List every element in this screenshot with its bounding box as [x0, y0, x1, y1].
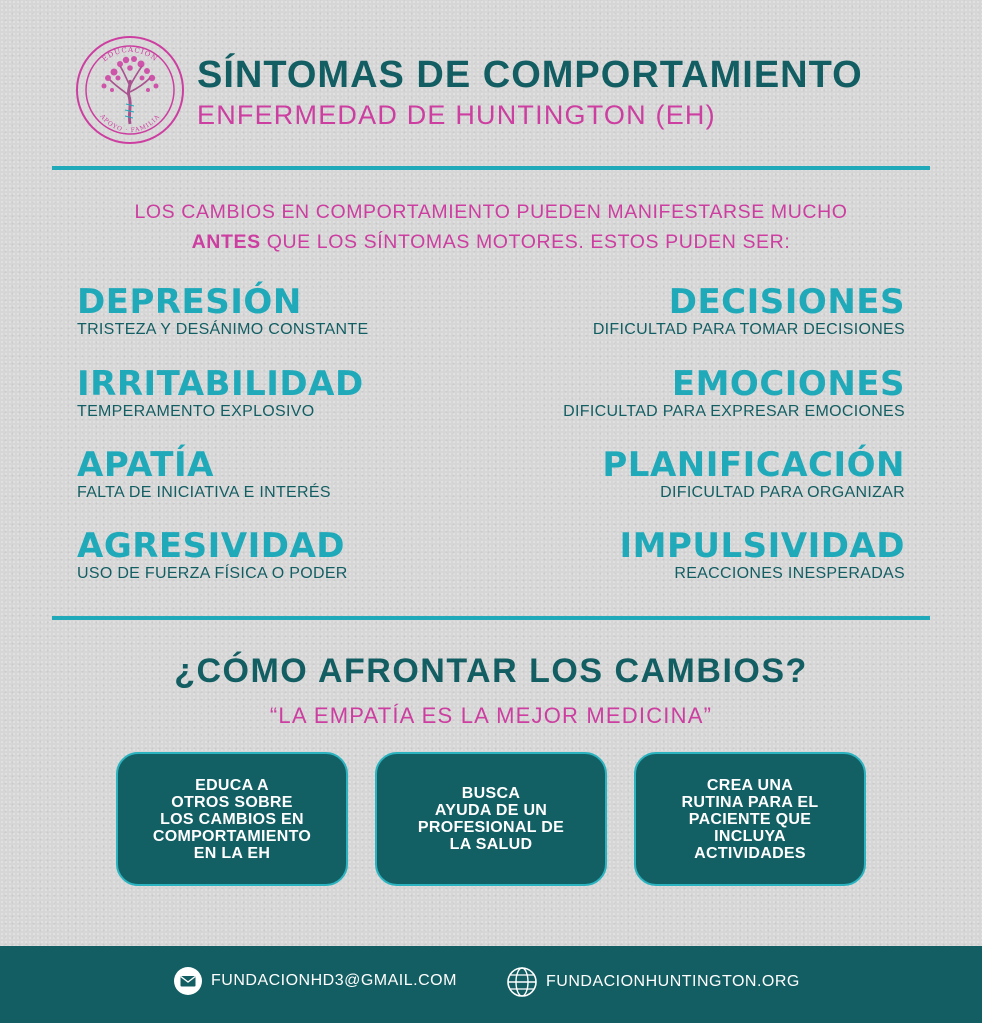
- logo-ring-text-top: EDUCACIÓN: [100, 45, 160, 64]
- footer: [0, 946, 982, 1023]
- symptom-planificacion: [602, 447, 905, 503]
- page-title: SÍNTOMAS DE COMPORTAMIENTO: [197, 54, 863, 96]
- symptom-desc: DIFICULTAD PARA ORGANIZAR: [660, 484, 905, 501]
- symptom-decisiones: [593, 284, 905, 340]
- coping-quote: “LA EMPATÍA ES LA MEJOR MEDICINA”: [269, 703, 713, 728]
- intro-text: [0, 197, 982, 257]
- foundation-logo: [74, 34, 186, 146]
- symptom-depresion: [77, 284, 368, 340]
- intro-bold-word: ANTES: [191, 231, 261, 253]
- symptom-desc: REACCIONES INESPERADAS: [674, 565, 905, 582]
- intro-line-1: LOS CAMBIOS EN COMPORTAMIENTO PUEDEN MANIFESTARSE MUCHO: [134, 201, 848, 223]
- card-text: EDUCA A OTROS SOBRE LOS CAMBIOS EN COMPORTAMIENTO EN LA EH: [152, 776, 312, 862]
- intro-line-2: [0, 227, 982, 257]
- coping-question: ¿CÓMO AFRONTAR LOS CAMBIOS?: [174, 652, 808, 690]
- email-text[interactable]: FUNDACIONHD3@GMAIL.COM: [211, 972, 457, 989]
- symptom-title: DECISIONES: [668, 282, 905, 322]
- page-subtitle: ENFERMEDAD DE HUNTINGTON (EH): [197, 100, 716, 130]
- symptom-desc: DIFICULTAD PARA EXPRESAR EMOCIONES: [563, 403, 905, 420]
- globe-icon: [506, 966, 538, 998]
- coping-card-routine: [634, 752, 866, 886]
- symptom-desc: FALTA DE INICIATIVA E INTERÉS: [77, 484, 331, 501]
- logo-ring-text-bottom: APOYO · FAMILIA: [98, 113, 162, 135]
- symptom-desc: TRISTEZA Y DESÁNIMO CONSTANTE: [77, 321, 369, 338]
- footer-email[interactable]: [173, 966, 457, 996]
- symptom-desc: TEMPERAMENTO EXPLOSIVO: [77, 403, 315, 420]
- coping-card-seek-help: [375, 752, 607, 886]
- symptom-apatia: [77, 447, 331, 503]
- divider-middle: [52, 616, 930, 620]
- symptom-irritabilidad: [77, 366, 364, 422]
- symptom-title: DEPRESIÓN: [77, 282, 302, 322]
- divider-top: [52, 166, 930, 170]
- symptom-title: IMPULSIVIDAD: [619, 526, 905, 566]
- symptom-title: PLANIFICACIÓN: [602, 445, 905, 485]
- symptom-title: APATÍA: [77, 445, 214, 485]
- website-text[interactable]: FUNDACIONHUNTINGTON.ORG: [546, 973, 800, 990]
- symptom-impulsividad: [619, 528, 905, 584]
- card-text: CREA UNA RUTINA PARA EL PACIENTE QUE INCLUYA ACTIVIDADES: [681, 776, 819, 862]
- symptom-agresividad: [77, 528, 348, 584]
- footer-website[interactable]: [506, 966, 800, 998]
- symptom-desc: DIFICULTAD PARA TOMAR DECISIONES: [592, 321, 905, 338]
- symptom-desc: USO DE FUERZA FÍSICA O PODER: [77, 565, 348, 582]
- card-text: BUSCA AYUDA DE UN PROFESIONAL DE LA SALUD: [417, 785, 565, 853]
- tree-icon: [102, 56, 159, 124]
- symptom-title: AGRESIVIDAD: [77, 526, 345, 566]
- symptom-title: EMOCIONES: [671, 364, 905, 404]
- intro-line-2-rest: QUE LOS SÍNTOMAS MOTORES. ESTOS PUDEN SER:: [260, 231, 791, 253]
- svg-text:EDUCACIÓN: [101, 46, 160, 63]
- coping-card-educate: [116, 752, 348, 886]
- symptom-emociones: [563, 366, 905, 422]
- symptom-title: IRRITABILIDAD: [77, 364, 364, 404]
- envelope-icon: [173, 966, 203, 996]
